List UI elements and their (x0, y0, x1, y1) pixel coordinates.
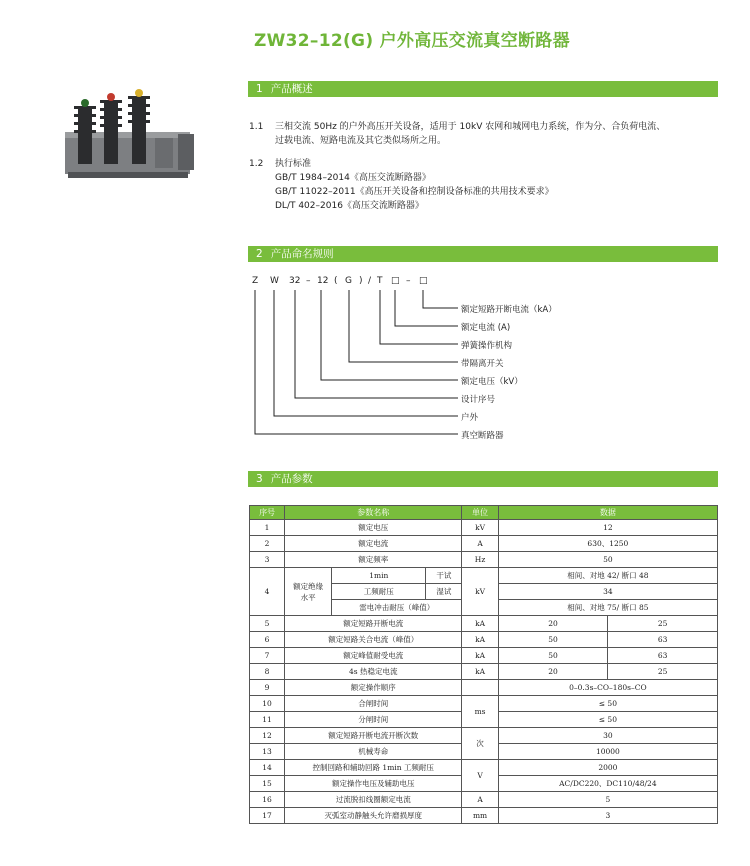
cell-value: 5 (498, 792, 717, 808)
cell-unit: V (462, 760, 498, 792)
cell-unit: 次 (462, 728, 498, 760)
section-label: 产品参数 (270, 473, 313, 485)
cell-name: 额定短路关合电流（峰值） (285, 632, 462, 648)
cell-value: 25 (608, 616, 718, 632)
cell-no: 3 (250, 552, 285, 568)
code-t: T (377, 276, 383, 286)
cell-name: 灭弧室动静触头允许磨损厚度 (285, 808, 462, 824)
cell-value: 630、1250 (498, 536, 717, 552)
cell-no: 4 (250, 568, 285, 616)
cell-value: 63 (608, 632, 718, 648)
cell-unit: A (462, 536, 498, 552)
cell-unit: kA (462, 616, 498, 632)
item-text: 过载电流、短路电流及其它类似场所之用。 (275, 136, 447, 146)
table-row (250, 760, 718, 776)
cell-name: 分闸时间 (285, 712, 462, 728)
cell-value: 3 (498, 808, 717, 824)
code-series: 32 (289, 276, 301, 286)
naming-label-rated-current: 额定电流 (A) (461, 323, 511, 333)
cell-no: 11 (250, 712, 285, 728)
code-box-current: □ (391, 276, 400, 286)
cell-value: 10000 (498, 744, 717, 760)
cell-no: 15 (250, 776, 285, 792)
table-row (250, 792, 718, 808)
cell-power-freq: 工频耐压 (332, 584, 426, 600)
code-z: Z (252, 276, 259, 286)
cell-unit: kA (462, 664, 498, 680)
code-paren-close: ) (359, 276, 363, 286)
cell-name: 控制回路和辅助回路 1min 工频耐压 (285, 760, 462, 776)
cell-no: 5 (250, 616, 285, 632)
table-row (250, 520, 718, 536)
code-g: G (345, 276, 352, 286)
section-number: 1 (256, 83, 263, 95)
header-no: 序号 (250, 506, 285, 520)
cell-name: 4s 热稳定电流 (285, 664, 462, 680)
section-number: 2 (256, 248, 263, 260)
cell-no: 6 (250, 632, 285, 648)
code-box-breaking: □ (419, 276, 428, 286)
cell-unit: A (462, 792, 498, 808)
naming-label-outdoor: 户外 (461, 413, 479, 423)
code-dash: – (306, 276, 311, 286)
section-params-header (248, 471, 718, 487)
cell-impulse: 雷电冲击耐压（峰值） (332, 600, 462, 616)
cell-unit: mm (462, 808, 498, 824)
cell-value: 34 (498, 584, 717, 600)
naming-label-isolator: 带隔离开关 (461, 359, 504, 369)
standard-line: GB/T 1984–2014《高压交流断路器》 (275, 173, 431, 183)
cell-value: 50 (498, 648, 608, 664)
cell-value: 20 (498, 616, 608, 632)
cell-name: 额定短路开断电流开断次数 (285, 728, 462, 744)
naming-label-rated-voltage: 额定电压（kV） (461, 377, 523, 387)
cell-name: 额定电压 (285, 520, 462, 536)
cell-name: 额定短路开断电流 (285, 616, 462, 632)
table-row (250, 696, 718, 712)
cell-value: ≤ 50 (498, 712, 717, 728)
header-data: 数据 (498, 506, 717, 520)
naming-label-vacuum-breaker: 真空断路器 (461, 431, 504, 441)
header-unit: 单位 (462, 506, 498, 520)
table-row (250, 536, 718, 552)
cell-no: 9 (250, 680, 285, 696)
standard-line: GB/T 11022–2011《高压开关设备和控制设备标准的共用技术要求》 (275, 187, 554, 197)
cell-value: 0–0.3s–CO–180s–CO (498, 680, 717, 696)
table-row (250, 680, 718, 696)
cell-no: 1 (250, 520, 285, 536)
cell-value: 相间、对地 42/ 断口 48 (498, 568, 717, 584)
code-voltage: 12 (317, 276, 329, 286)
cell-unit: kV (462, 520, 498, 536)
cell-1min: 1min (332, 568, 426, 584)
cell-no: 7 (250, 648, 285, 664)
cell-value: 63 (608, 648, 718, 664)
code-slash: / (368, 276, 372, 286)
naming-label-design-no: 设计序号 (461, 395, 496, 405)
cell-value: 20 (498, 664, 608, 680)
cell-name: 额定峰值耐受电流 (285, 648, 462, 664)
item-text: 三相交流 50Hz 的户外高压开关设备，适用于 10kV 农网和城网电力系统，作为分、合负荷电流、 (275, 122, 666, 132)
cell-name: 机械寿命 (285, 744, 462, 760)
cell-wet-test: 湿试 (426, 584, 462, 600)
standard-line: DL/T 402–2016《高压交流断路器》 (275, 201, 424, 211)
cell-no: 12 (250, 728, 285, 744)
cell-dry-test: 干试 (426, 568, 462, 584)
section-label: 产品概述 (270, 83, 313, 95)
cell-value: AC/DC220、DC110/48/24 (498, 776, 717, 792)
cell-unit: ms (462, 696, 498, 728)
cell-value: 2000 (498, 760, 717, 776)
table-row (250, 616, 718, 632)
section-label: 产品命名规则 (270, 248, 334, 260)
cell-value: 50 (498, 632, 608, 648)
item-number: 1.2 (249, 159, 264, 169)
cell-unit: Hz (462, 552, 498, 568)
cell-name: 额定操作顺序 (285, 680, 462, 696)
cell-insulation-group: 额定绝缘水平 (285, 568, 332, 616)
cell-name: 额定电流 (285, 536, 462, 552)
table-row (250, 632, 718, 648)
item-number: 1.1 (249, 122, 264, 132)
table-row (250, 648, 718, 664)
item-text: 执行标准 (275, 159, 312, 169)
cell-no: 2 (250, 536, 285, 552)
cell-unit: kA (462, 648, 498, 664)
cell-unit: kV (462, 568, 498, 616)
naming-label-spring-mechanism: 弹簧操作机构 (461, 341, 513, 351)
cell-name: 额定操作电压及辅助电压 (285, 776, 462, 792)
cell-value: 12 (498, 520, 717, 536)
cell-value: 30 (498, 728, 717, 744)
cell-no: 17 (250, 808, 285, 824)
table-row (250, 664, 718, 680)
table-row (250, 808, 718, 824)
page-title: ZW32–12(G) 户外高压交流真空断路器 (254, 31, 570, 51)
cell-value: 50 (498, 552, 717, 568)
header-param-name: 参数名称 (285, 506, 462, 520)
cell-name: 合闸时间 (285, 696, 462, 712)
cell-no: 10 (250, 696, 285, 712)
table-header-row (250, 506, 718, 520)
naming-label-breaking-current: 额定短路开断电流（kA） (461, 305, 557, 315)
code-dash-2: – (406, 276, 411, 286)
table-row (250, 552, 718, 568)
cell-no: 16 (250, 792, 285, 808)
table-row-insulation (250, 568, 718, 584)
table-row (250, 728, 718, 744)
cell-no: 8 (250, 664, 285, 680)
cell-no: 14 (250, 760, 285, 776)
cell-name: 额定频率 (285, 552, 462, 568)
code-w: W (270, 276, 279, 286)
params-table (249, 505, 718, 824)
cell-unit: kA (462, 632, 498, 648)
section-number: 3 (256, 473, 263, 485)
cell-value: ≤ 50 (498, 696, 717, 712)
cell-name: 过流脱扣线圈额定电流 (285, 792, 462, 808)
cell-unit (462, 680, 498, 696)
cell-no: 13 (250, 744, 285, 760)
code-paren-open: ( (334, 276, 338, 286)
cell-value: 相间、对地 75/ 断口 85 (498, 600, 717, 616)
cell-value: 25 (608, 664, 718, 680)
